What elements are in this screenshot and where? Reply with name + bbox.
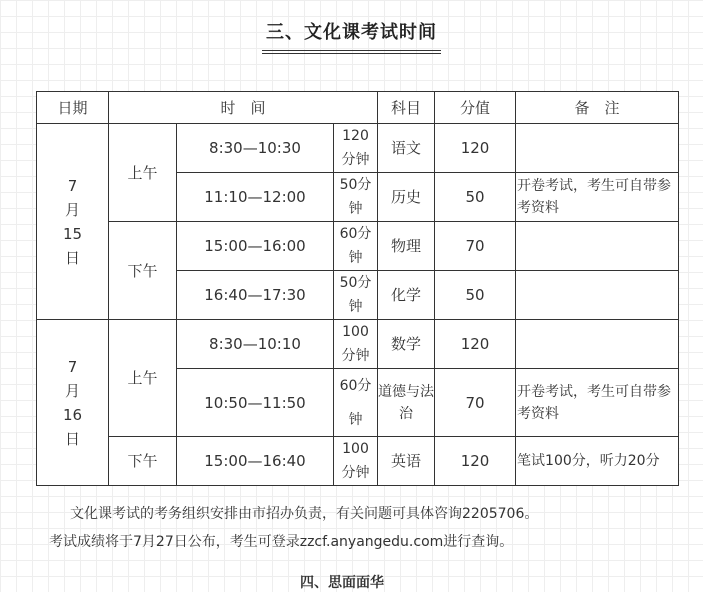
date-line: 日 [64,429,80,448]
header-subject: 科目 [378,92,435,124]
duration-line: 120 [342,128,369,144]
duration-line: 钟 [348,201,363,217]
time-cell: 16:40—17:30 [177,271,334,320]
duration-cell [334,369,378,437]
duration-cell [334,437,378,486]
duration-cell [334,124,378,173]
time-cell: 10:50—11:50 [177,369,334,437]
date-line: 月 [64,200,80,219]
date-line: 7 [67,357,78,376]
period-cell: 上午 [109,320,177,437]
next-section-heading: 四、思面面华 [300,575,384,591]
remark-cell [516,271,679,320]
duration-cell [334,222,378,271]
duration-cell [334,271,378,320]
score-cell: 70 [435,369,516,437]
duration-line: 50分 [339,275,372,291]
remark-cell: 笔试100分，听力20分 [516,437,679,486]
duration-cell [334,173,378,222]
table-row [37,320,679,369]
duration-line: 分钟 [341,465,370,481]
date-line: 15 [62,224,83,243]
time-cell: 8:30—10:30 [177,124,334,173]
remark-cell [516,320,679,369]
score-cell: 70 [435,222,516,271]
date-line: 日 [64,248,80,267]
duration-line: 100 [342,324,369,340]
duration-line: 50分 [339,177,372,193]
subject-cell: 道德与法治 [378,369,435,437]
subject-cell: 历史 [378,173,435,222]
exam-schedule-table [36,91,679,486]
date-line: 7 [67,176,78,195]
date-cell-day2 [37,320,109,486]
date-cell-day1 [37,124,109,320]
score-cell: 50 [435,271,516,320]
duration-line: 分钟 [341,152,370,168]
header-date: 日期 [37,92,109,124]
period-cell: 上午 [109,124,177,222]
table-row [37,437,679,486]
table-row [37,222,679,271]
period-cell: 下午 [109,222,177,320]
section-title: 三、文化课考试时间 [262,16,441,54]
header-score: 分值 [435,92,516,124]
subject-cell: 物理 [378,222,435,271]
subject-cell: 语文 [378,124,435,173]
remark-cell [516,222,679,271]
header-row [37,92,679,124]
duration-line: 60分 [339,377,372,394]
header-remark: 备 注 [516,92,679,124]
header-time: 时 间 [109,92,378,124]
time-cell: 11:10—12:00 [177,173,334,222]
subject-cell: 数学 [378,320,435,369]
score-cell: 120 [435,437,516,486]
date-line: 16 [62,405,83,424]
subject-cell: 化学 [378,271,435,320]
time-cell: 8:30—10:10 [177,320,334,369]
score-cell: 120 [435,320,516,369]
score-cell: 120 [435,124,516,173]
subject-cell: 英语 [378,437,435,486]
time-cell: 15:00—16:00 [177,222,334,271]
duration-line: 100 [342,441,369,457]
duration-line: 60分 [339,226,372,242]
duration-line: 钟 [348,411,363,428]
remark-cell: 开卷考试，考生可自带参考资料 [516,173,679,222]
duration-line: 钟 [348,299,363,315]
time-cell: 15:00—16:40 [177,437,334,486]
paragraph-results: 考试成绩将于7月27日公布，考生可登录zzcf.anyangedu.com进行查询。 [49,534,514,550]
period-cell: 下午 [109,437,177,486]
remark-cell [516,124,679,173]
date-line: 月 [64,381,80,400]
table-row [37,124,679,173]
remark-cell: 开卷考试，考生可自带参考资料 [516,369,679,437]
paragraph-contact: 文化课考试的考务组织安排由市招办负责，有关问题可具体咨询2205706。 [70,506,539,522]
title-wrap [0,16,703,54]
duration-line: 分钟 [341,348,370,364]
score-cell: 50 [435,173,516,222]
duration-cell [334,320,378,369]
duration-line: 钟 [348,250,363,266]
